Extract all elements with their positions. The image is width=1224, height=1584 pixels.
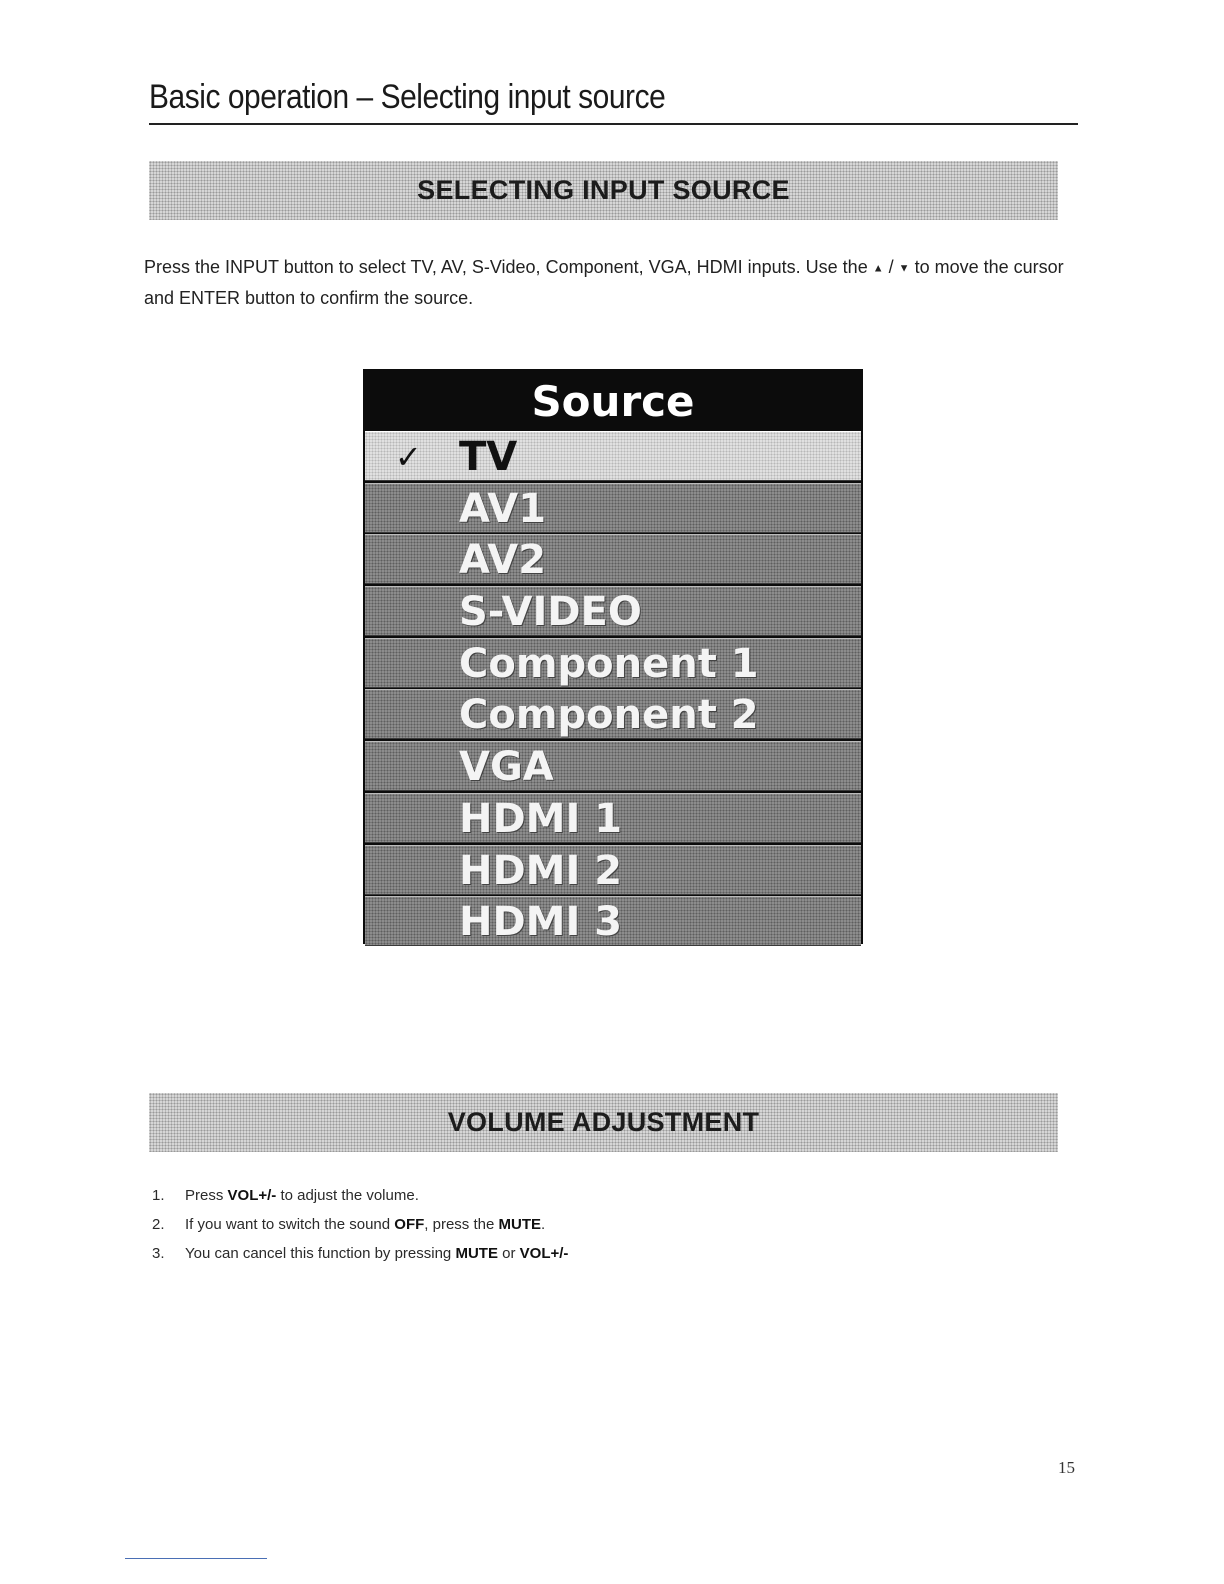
step-keyword: VOL+/- <box>519 1245 569 1262</box>
source-menu-title: Source <box>531 376 695 426</box>
step-number: 3. <box>152 1245 165 1262</box>
source-option-label: AV1 <box>459 485 547 532</box>
title-rule <box>149 123 1078 125</box>
intro-text-1: Press the INPUT button to select TV, AV, S-Video, Component, VGA, HDMI inputs. Use the <box>144 257 868 277</box>
source-option-component-2[interactable] <box>365 689 861 739</box>
step-keyword: MUTE <box>455 1245 498 1262</box>
section-heading-label: SELECTING INPUT SOURCE <box>417 175 790 205</box>
volume-steps-list <box>152 1183 568 1270</box>
source-option-tv[interactable] <box>365 431 861 481</box>
source-option-label: HDMI 1 <box>459 795 623 842</box>
source-option-hdmi-3[interactable] <box>365 896 861 946</box>
source-option-label: HDMI 3 <box>459 899 623 946</box>
step-number: 2. <box>152 1216 165 1233</box>
source-option-hdmi-1[interactable] <box>365 793 861 843</box>
source-option-s-video[interactable] <box>365 586 861 636</box>
section-heading-input-source <box>149 161 1058 220</box>
source-option-label: AV2 <box>459 537 547 584</box>
section-heading-volume <box>149 1093 1058 1152</box>
source-option-label: Component 1 <box>459 640 759 687</box>
source-option-label: HDMI 2 <box>459 847 623 894</box>
page-number: 15 <box>1058 1458 1075 1477</box>
source-option-label: VGA <box>459 744 554 791</box>
up-arrow-icon: ▲ <box>872 262 884 275</box>
source-option-vga[interactable] <box>365 741 861 791</box>
source-option-av1[interactable] <box>365 483 861 533</box>
section-heading-label: VOLUME ADJUSTMENT <box>447 1107 760 1137</box>
source-menu-list <box>365 431 861 948</box>
source-option-label: TV <box>459 434 518 480</box>
step-fragment: or <box>497 1245 520 1262</box>
arrow-separator: / <box>888 257 894 277</box>
step-keyword: MUTE <box>498 1216 541 1233</box>
intro-text-2: to move the cursor and ENTER button to confirm the source. <box>144 257 1064 309</box>
down-arrow-icon: ▼ <box>898 262 910 275</box>
step-keyword: OFF <box>394 1216 425 1233</box>
step-fragment: to adjust the volume. <box>276 1187 419 1204</box>
source-option-component-1[interactable] <box>365 638 861 688</box>
source-option-label: S-VIDEO <box>459 589 642 636</box>
step-text <box>185 1212 545 1241</box>
step-fragment: If you want to switch the sound <box>185 1216 395 1233</box>
volume-step <box>152 1241 568 1270</box>
step-fragment: Press <box>185 1187 228 1204</box>
step-fragment: . <box>541 1216 546 1233</box>
step-fragment: You can cancel this function by pressing <box>185 1245 456 1262</box>
footer-rule <box>125 1558 267 1559</box>
step-text <box>185 1183 419 1212</box>
volume-step <box>152 1212 568 1241</box>
source-option-label: Component 2 <box>459 692 759 739</box>
source-option-hdmi-2[interactable] <box>365 845 861 895</box>
page-title: Basic operation – Selecting input source <box>149 78 666 116</box>
source-menu <box>363 369 863 944</box>
step-text <box>185 1241 568 1270</box>
step-keyword: VOL+/- <box>227 1187 277 1204</box>
checkmark-icon: ✓ <box>395 438 422 476</box>
step-fragment: , press the <box>424 1216 499 1233</box>
volume-step <box>152 1183 568 1212</box>
source-option-av2[interactable] <box>365 534 861 584</box>
intro-paragraph <box>144 252 1084 313</box>
step-number: 1. <box>152 1187 165 1204</box>
